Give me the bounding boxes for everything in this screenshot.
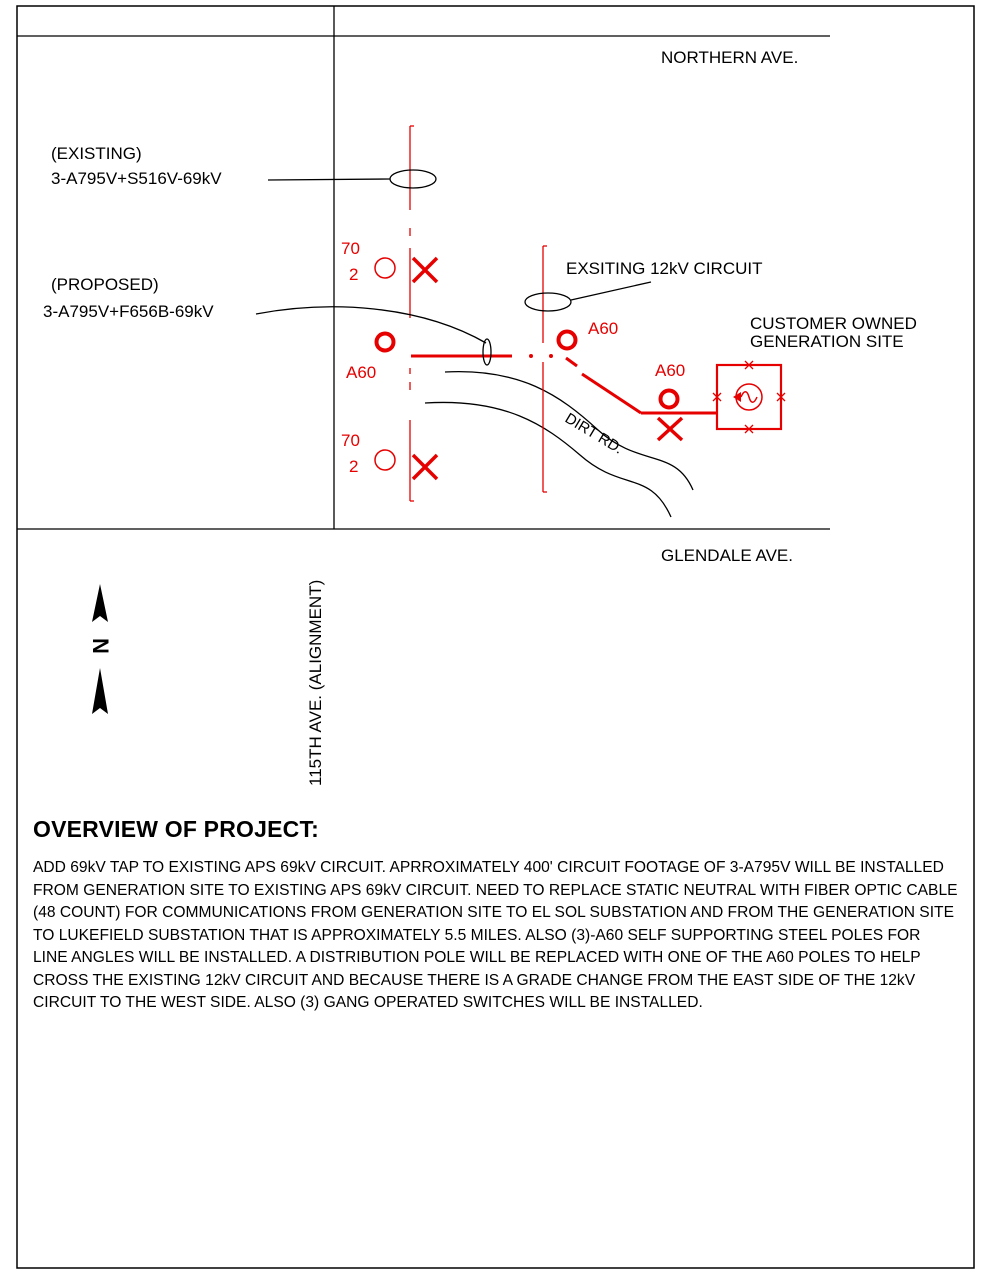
proposed-tap-dot [529, 354, 533, 358]
north-arrow [88, 584, 113, 714]
overview-heading: OVERVIEW OF PROJECT: [33, 816, 320, 842]
proposed-circuit-label: 3-A795V+F656B-69kV [43, 302, 214, 321]
upper-pole-class: 2 [349, 265, 359, 284]
upper-pole-removal-x [413, 258, 437, 282]
lower-existing-pole [375, 450, 395, 470]
a60-right-removal-x [658, 418, 682, 440]
upper-pole-height: 70 [341, 239, 360, 258]
a60-right-pole [661, 391, 678, 408]
generator-sine-icon [741, 392, 757, 403]
overview-body: ADD 69kV TAP TO EXISTING APS 69kV CIRCUIT. APRROXIMATELY 400' CIRCUIT FOOTAGE OF 3-A795V WILL BE INSTALLED FROM GENERATION SITE TO EXISTING APS 69kV CIRCUIT. NEED TO REPLACE STATIC NEUTRAL WITH FIBER OPTIC CABLE (48 COUNT) FOR COMMUNICATIONS FROM GENERATION SITE TO EL SOL SUBSTATION AND FROM THE GENERATION SITE TO LUKEFIELD SUBSTATION THAT IS APPROXIMATELY 5.5 MILES. ALSO (3)-A60 SELF SUPPORTING STEEL POLES FOR LINE ANGLES WILL BE INSTALLED. A DISTRIBUTION POLE WILL BE REPLACED WITH ONE OF THE A60 POLES TO HELP CROSS THE EXISTING 12kV CIRCUIT AND BECAUSE THERE IS A GRADE CHANGE FROM THE EAST SIDE OF THE 12kV CIRCUIT TO THE WEST SIDE. ALSO (3) GANG OPERATED SWITCHES WILL BE INSTALLED. [33, 859, 958, 1011]
proposed-tap-line-angle [582, 374, 641, 413]
lower-pole-class: 2 [349, 457, 359, 476]
existing-12kv-ellipse [525, 293, 571, 311]
proposed-callout-ellipse [483, 339, 491, 365]
existing-tag: (EXISTING) [51, 144, 142, 163]
existing-circuit-label: 3-A795V+S516V-69kV [51, 169, 222, 188]
northern-ave-label: NORTHERN AVE. [661, 48, 799, 67]
dirt-road-label: DIRT RD. [561, 409, 626, 458]
page-border [17, 6, 974, 1268]
dirt-road-edge-south [425, 402, 671, 517]
existing-12kv-label: EXSITING 12kV CIRCUIT [566, 259, 763, 278]
proposed-callout-leader [256, 307, 486, 343]
north-arrow-lower-icon [92, 668, 108, 714]
lower-pole-removal-x [413, 455, 437, 479]
a60-middle-label: A60 [588, 319, 619, 338]
proposed-tag: (PROPOSED) [51, 275, 159, 294]
proposed-tap-line-east [566, 358, 577, 366]
a60-left-label: A60 [346, 363, 377, 382]
existing-12kv-leader [571, 282, 651, 300]
lower-pole-height: 70 [341, 431, 360, 450]
overview-section [33, 816, 958, 1015]
glendale-ave-label: GLENDALE AVE. [661, 546, 793, 565]
customer-site-line1: CUSTOMER OWNED [750, 314, 917, 333]
a60-left-pole [377, 334, 394, 351]
existing-callout-leader [268, 179, 390, 180]
north-arrow-upper-icon [92, 584, 108, 622]
proposed-tap-dot [549, 354, 553, 358]
115th-ave-label: 115TH AVE. (ALIGNMENT) [306, 579, 325, 786]
dirt-road-edge-north [445, 372, 693, 490]
existing-callout-ellipse [390, 170, 436, 188]
north-arrow-letter: N [88, 638, 113, 654]
a60-middle-pole [559, 332, 576, 349]
customer-site-line2: GENERATION SITE [750, 332, 904, 351]
upper-existing-pole [375, 258, 395, 278]
a60-right-label: A60 [655, 361, 686, 380]
